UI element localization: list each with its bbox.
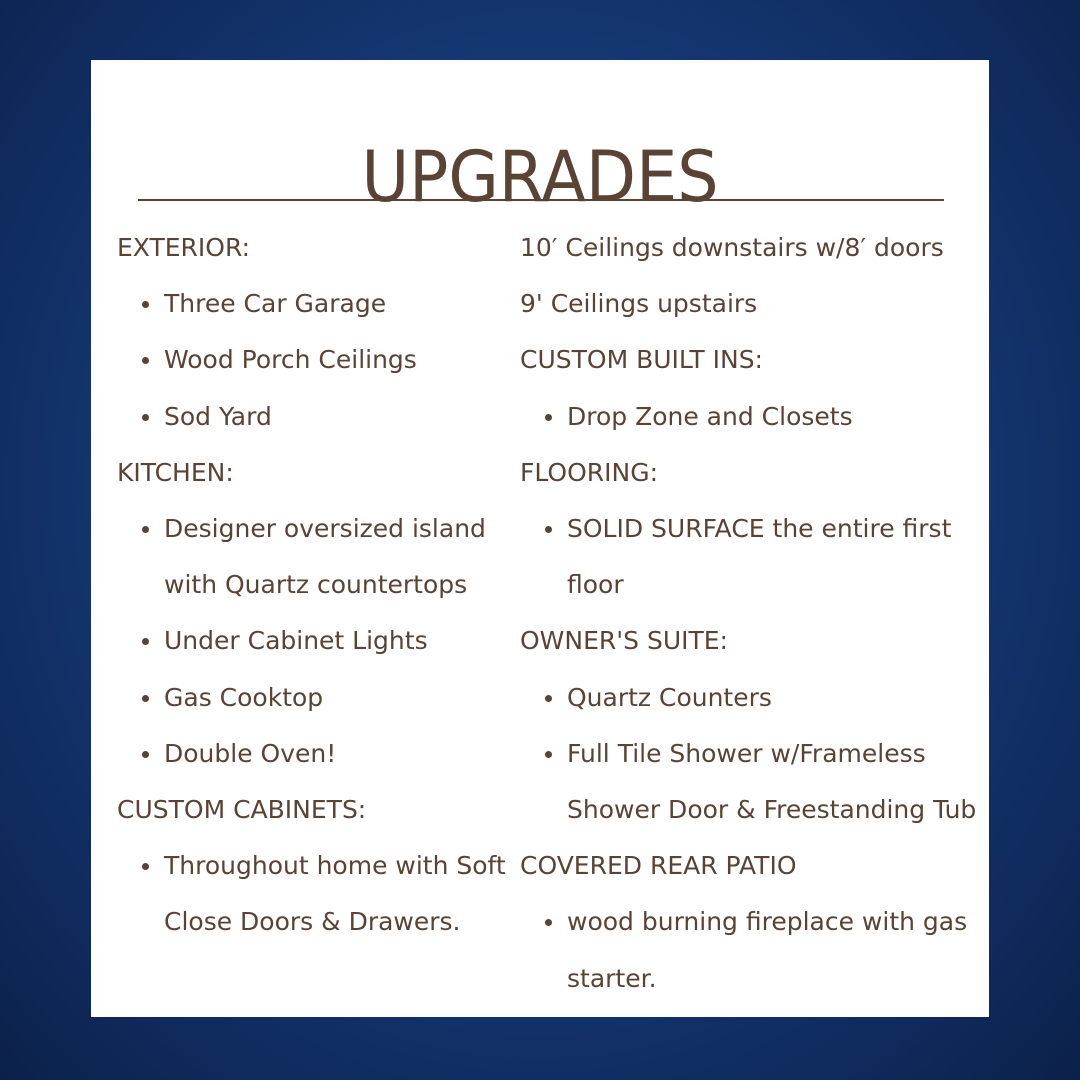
- list-item: Drop Zone and Closets: [520, 389, 985, 445]
- list-item: Sod Yard: [117, 389, 507, 445]
- list-item: wood burning fireplace with gas starter.: [520, 894, 985, 1006]
- list-item: Three Car Garage: [117, 276, 507, 332]
- list-item: Wood Porch Ceilings: [117, 332, 507, 388]
- list-item: SOLID SURFACE the entire first floor: [520, 501, 985, 613]
- ceilings-downstairs-text: 10′ Ceilings downstairs w/8′ doors: [520, 233, 944, 262]
- ceilings-upstairs-text: 9' Ceilings upstairs: [520, 289, 758, 319]
- section-heading-flooring: FLOORING:: [520, 457, 659, 487]
- list-item: Full Tile Shower w/Frameless Shower Door & Freestanding Tub: [520, 726, 985, 838]
- left-column: [117, 220, 507, 951]
- section-heading-kitchen: KITCHEN:: [117, 457, 234, 487]
- list-item: Gas Cooktop: [117, 670, 507, 726]
- list-item: Designer oversized island with Quartz countertops: [117, 501, 507, 613]
- upgrades-card: [91, 60, 989, 1017]
- list-item: Under Cabinet Lights: [117, 613, 507, 669]
- section-heading-covered-rear-patio: COVERED REAR PATIO: [520, 851, 797, 881]
- section-heading-custom-cabinets: CUSTOM CABINETS:: [117, 795, 367, 824]
- title-divider: [138, 199, 944, 201]
- list-item: Throughout home with Soft Close Doors & Drawers.: [117, 838, 507, 950]
- section-heading-exterior: EXTERIOR:: [117, 233, 250, 262]
- right-column: [520, 220, 985, 1007]
- list-item: Quartz Counters: [520, 670, 985, 726]
- section-heading-custom-built-ins: CUSTOM BUILT INS:: [520, 345, 763, 375]
- list-item: Double Oven!: [117, 726, 507, 782]
- page-title: UPGRADES: [361, 136, 719, 218]
- section-heading-owners-suite: OWNER'S SUITE:: [520, 626, 728, 656]
